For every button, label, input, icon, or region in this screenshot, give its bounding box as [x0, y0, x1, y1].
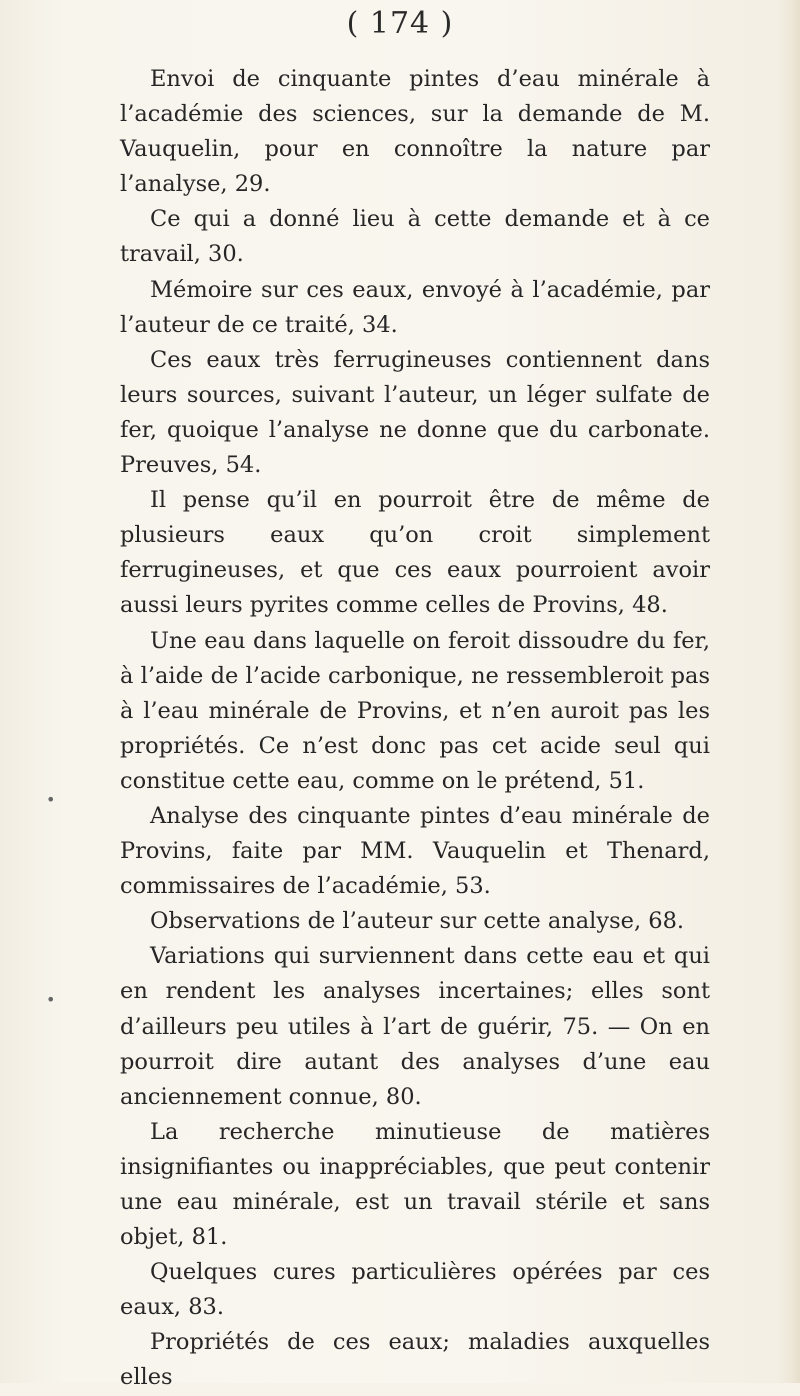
index-entry: Variations qui surviennent dans cette eau et qui en rendent les analyses incertaines; elles sont d’ailleurs peu utiles à l’art de guérir, 75. — On en pourroit dire autant des analyses d’une eau anciennement connue, 80.	[120, 943, 710, 1110]
index-entry: Une eau dans laquelle on feroit dissoudre du fer, à l’aide de l’acide carbonique, ne ressembleroit pas à l’eau minérale de Provins, et n’en auroit pas les propriétés. Ce n’est donc pas cet acide seul qui constitue cette eau, comme on le prétend, 51.	[120, 627, 710, 794]
index-entry: Envoi de cinquante pintes d’eau minérale à l’académie des sciences, sur la demande de M. Vauquelin, pour en connoître la nature par l’analyse, 29.	[120, 66, 710, 198]
margin-mark: •	[46, 790, 56, 809]
page-edge-shadow	[778, 0, 800, 1383]
index-entry: Il pense qu’il en pourroit être de même de plusieurs eaux qu’on croit simplement ferrugineuses, et que ces eaux pourroient avoir aussi leurs pyrites comme celles de Provins, 48.	[120, 487, 710, 619]
index-entry: La recherche minutieuse de matières insignifiantes ou inappréciables, que peut contenir une eau minérale, est un travail stérile et sans objet, 81.	[120, 1118, 710, 1251]
index-entry: Quelques cures particulières opérées par ces eaux, 83.	[120, 1259, 710, 1321]
index-entry: Observations de l’auteur sur cette analyse, 68.	[150, 908, 685, 935]
index-entry: Mémoire sur ces eaux, envoyé à l’académie, par l’auteur de ce traité, 34.	[120, 276, 710, 338]
margin-mark: •	[46, 990, 56, 1009]
index-text-block	[120, 62, 710, 1396]
index-entry: Ce qui a donné lieu à cette demande et à ce travail, 30.	[120, 206, 710, 268]
index-entry: Ces eaux très ferrugineuses contiennent dans leurs sources, suivant l’auteur, un léger sulfate de fer, quoique l’analyse ne donne que du carbonate. Preuves, 54.	[120, 346, 710, 479]
index-entry: Analyse des cinquante pintes d’eau minérale de Provins, faite par MM. Vauquelin et Thenard, commissaires de l’académie, 53.	[120, 802, 710, 900]
index-entry: Propriétés de ces eaux; maladies auxquelles elles	[120, 1329, 710, 1391]
page-number: ( 174 )	[346, 6, 454, 41]
